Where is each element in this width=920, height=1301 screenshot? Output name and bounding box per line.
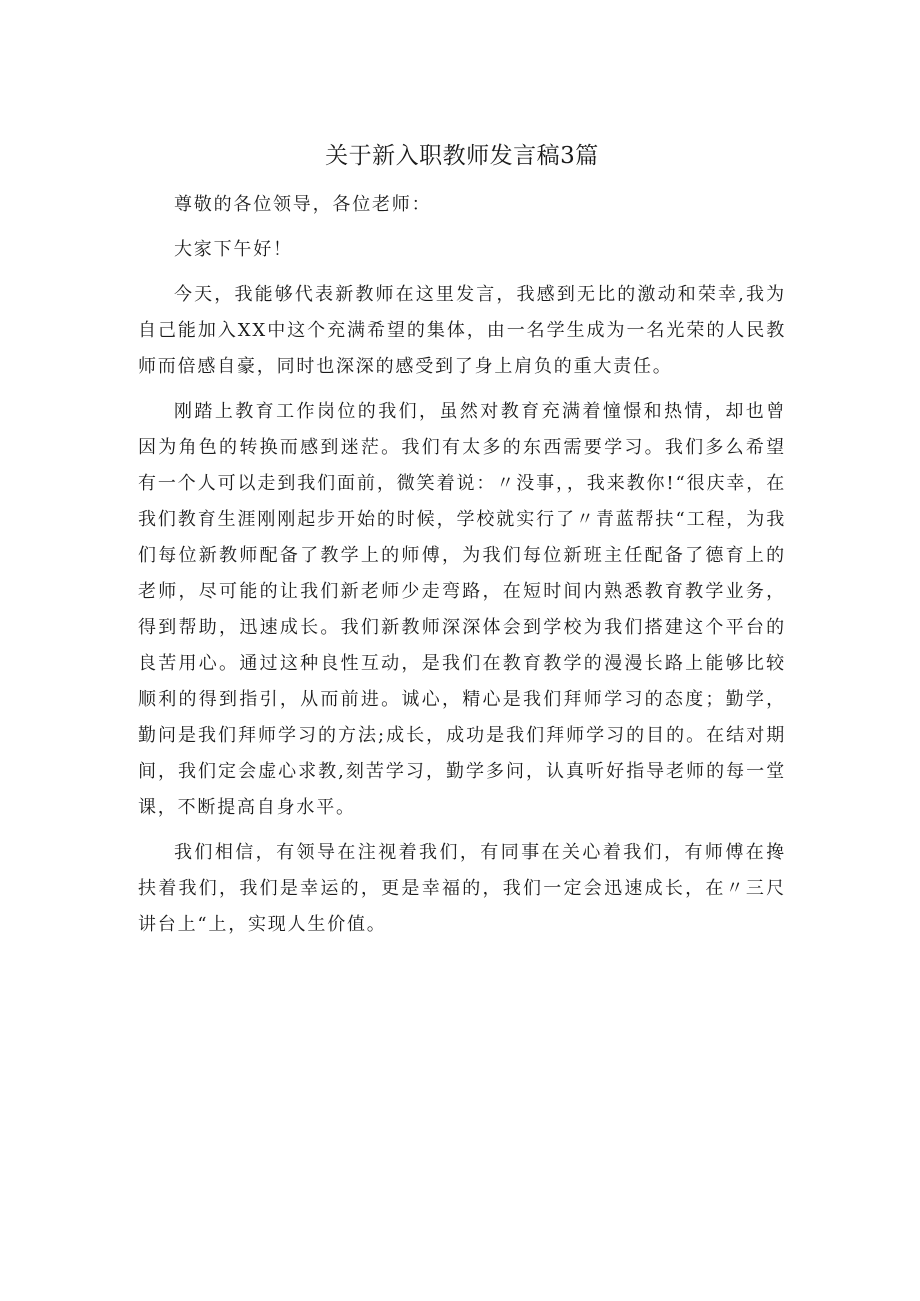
paragraph-salutation: 大家下午好！	[174, 239, 293, 260]
paragraph-closing: 我们相信，有领导在注视着我们，有同事在关心着我们，有师傅在搀扶着我们，我们是幸运的，更是幸福的，我们一定会迅速成长，在〃三尺讲台上“上，实现人生价值。	[138, 842, 786, 935]
paragraph-body: 刚踏上教育工作岗位的我们，虽然对教育充满着憧憬和热情，却也曾因为角色的转换而感到迷茫。我们有太多的东西需要学习。我们多么希望有一个人可以走到我们面前，微笑着说：〃没事，，我来教你!“很庆幸，在我们教育生涯刚刚起步开始的时候，学校就实行了〃青蓝帮扶“工程，为我们每位新教师配备了教学上的师傅，为我们每位新班主任配备了德育上的老师，尽可能的让我们新老师少走弯路，在短时间内熟悉教育教学业务，得到帮助，迅速成长。我们新教师深深体会到学校为我们搭建这个平台的良苦用心。通过这种良性互动，是我们在教育教学的漫漫长路上能够比较顺利的得到指引，从而前进。诚心，精心是我们拜师学习的态度；勤学，勤问是我们拜师学习的方法;成长，成功是我们拜师学习的目的。在结对期间，我们定会虚心求教,刻苦学习，勤学多问，认真听好指导老师的每一堂课，不断提高自身水平。	[138, 401, 786, 818]
document-title: 关于新入职教师发言稿3篇	[325, 143, 599, 169]
paragraph-intro: 今天，我能够代表新教师在这里发言，我感到无比的激动和荣幸,我为自己能加入XX中这个充满希望的集体，由一名学生成为一名光荣的人民教师而倍感自豪，同时也深深的感受到了身上肩负的重大责任。	[138, 284, 786, 377]
paragraph-greeting: 尊敬的各位领导，各位老师：	[174, 194, 432, 215]
